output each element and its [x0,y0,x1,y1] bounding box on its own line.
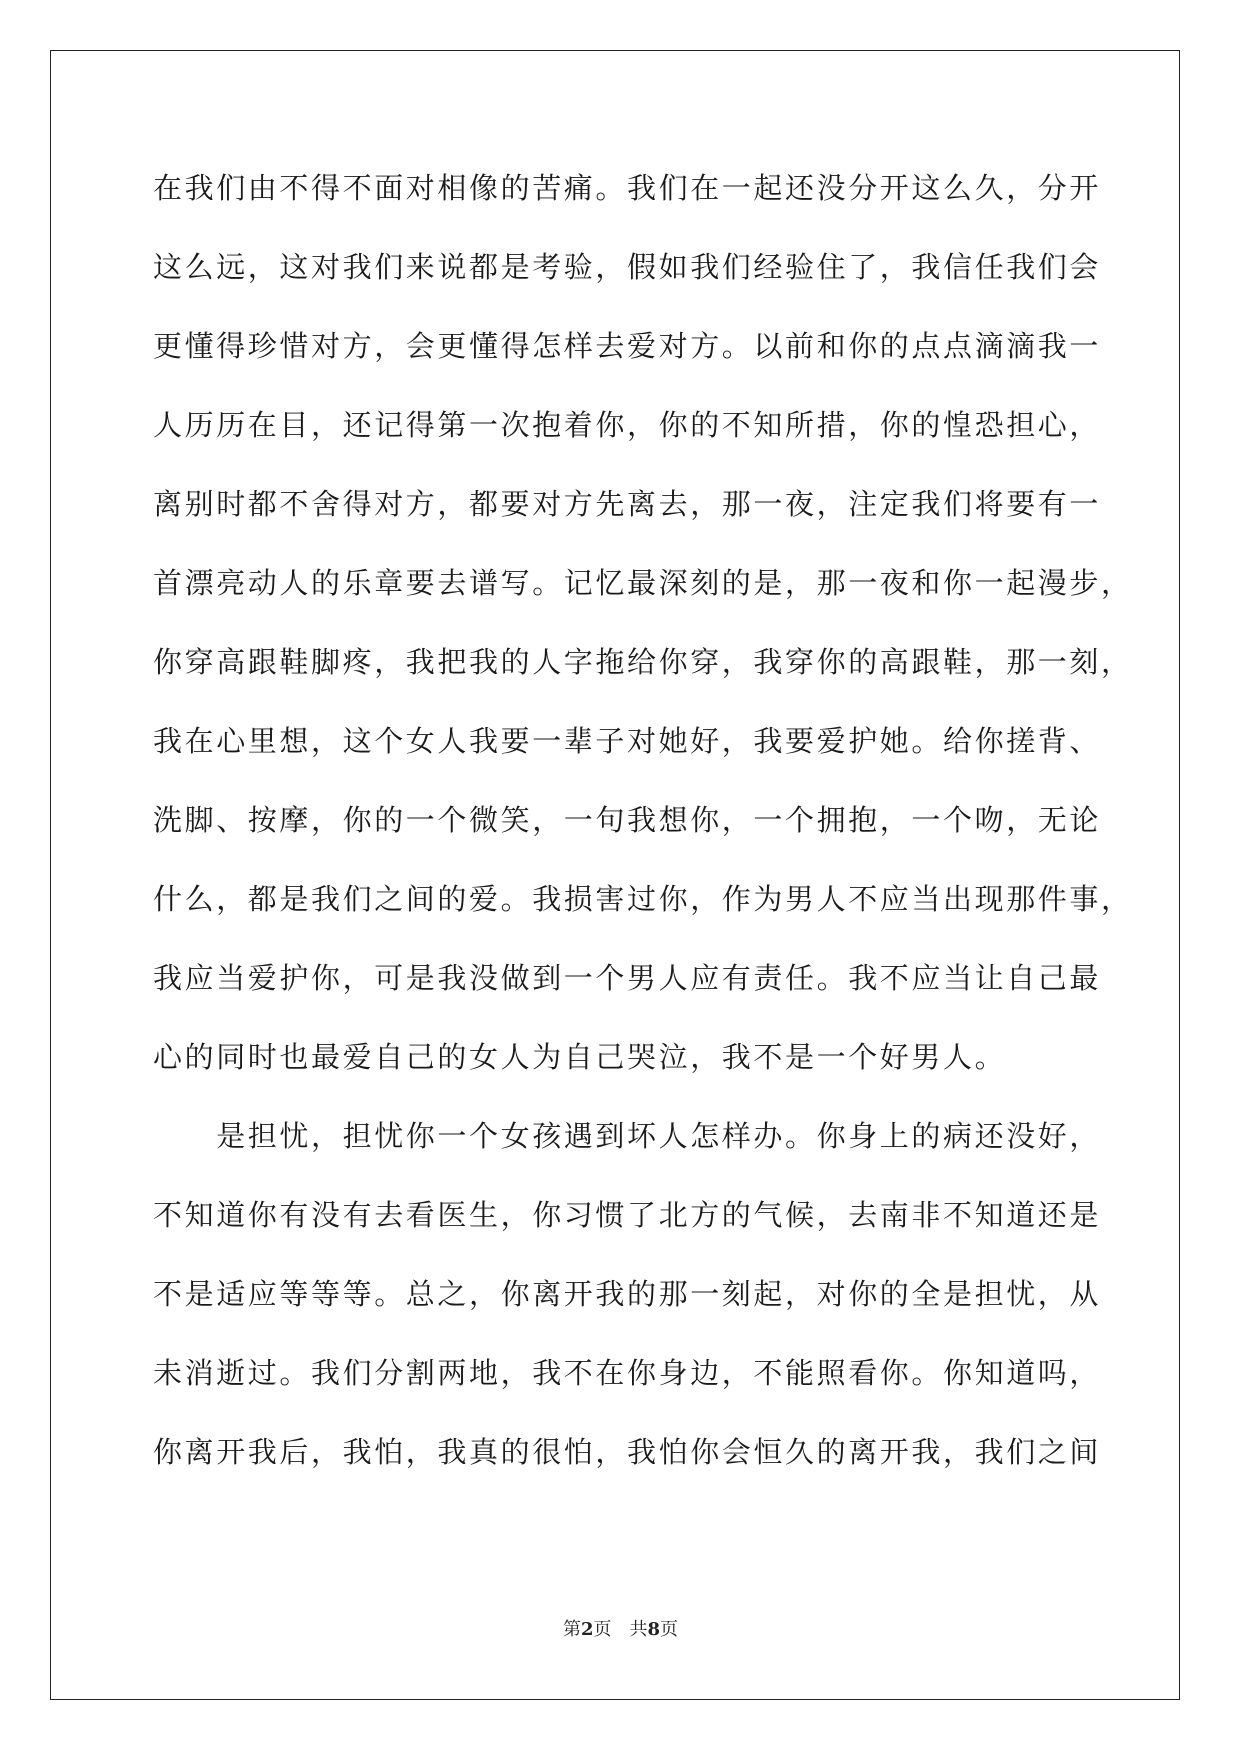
text-line: 离别时都不舍得对方，都要对方先离去，那一夜，注定我们将要有一 [153,487,1102,521]
text-line: 首漂亮动人的乐章要去谱写。记忆最深刻的是，那一夜和你一起漫步， [153,566,1133,600]
text-line: 什么，都是我们之间的爱。我损害过你，作为男人不应当出现那件事， [153,882,1133,916]
text-line: 未消逝过。我们分割两地，我不在你身边，不能照看你。你知道吗， [153,1356,1102,1390]
footer-prefix: 第 [562,1619,581,1640]
text-line: 这么远，这对我们来说都是考验，假如我们经验住了，我信任我们会 [153,250,1102,284]
text-line: 更懂得珍惜对方，会更懂得怎样去爱对方。以前和你的点点滴滴我一 [153,329,1102,363]
text-line: 你穿高跟鞋脚疼，我把我的人字拖给你穿，我穿你的高跟鞋，那一刻， [153,645,1133,679]
text-line: 在我们由不得不面对相像的苦痛。我们在一起还没分开这么久，分开 [153,171,1102,205]
text-line: 人历历在目，还记得第一次抱着你，你的不知所措，你的惶恐担心， [153,408,1102,442]
current-page-number: 2 [580,1619,594,1640]
text-line: 洗脚、按摩，你的一个微笑，一句我想你，一个拥抱，一个吻，无论 [153,803,1102,837]
footer-suffix: 页 [660,1619,679,1640]
page-number-footer [0,1615,1241,1641]
text-line: 我应当爱护你，可是我没做到一个男人应有责任。我不应当让自己最 [153,961,1102,995]
paragraph-start-line: 是担忧，担忧你一个女孩遇到坏人怎样办。你身上的病还没好， [153,1119,1102,1153]
total-page-count: 8 [647,1619,661,1640]
text-line: 你离开我后，我怕，我真的很怕，我怕你会恒久的离开我，我们之间 [153,1435,1102,1469]
text-line: 我在心里想，这个女人我要一辈子对她好，我要爱护她。给你搓背、 [153,724,1102,758]
footer-mid: 页 共 [593,1619,648,1640]
text-line: 不是适应等等等。总之，你离开我的那一刻起，对你的全是担忧，从 [153,1277,1102,1311]
text-line: 不知道你有没有去看医生，你习惯了北方的气候，去南非不知道还是 [153,1198,1102,1232]
text-line: 心的同时也最爱自己的女人为自己哭泣，我不是一个好男人。 [153,1040,1007,1074]
